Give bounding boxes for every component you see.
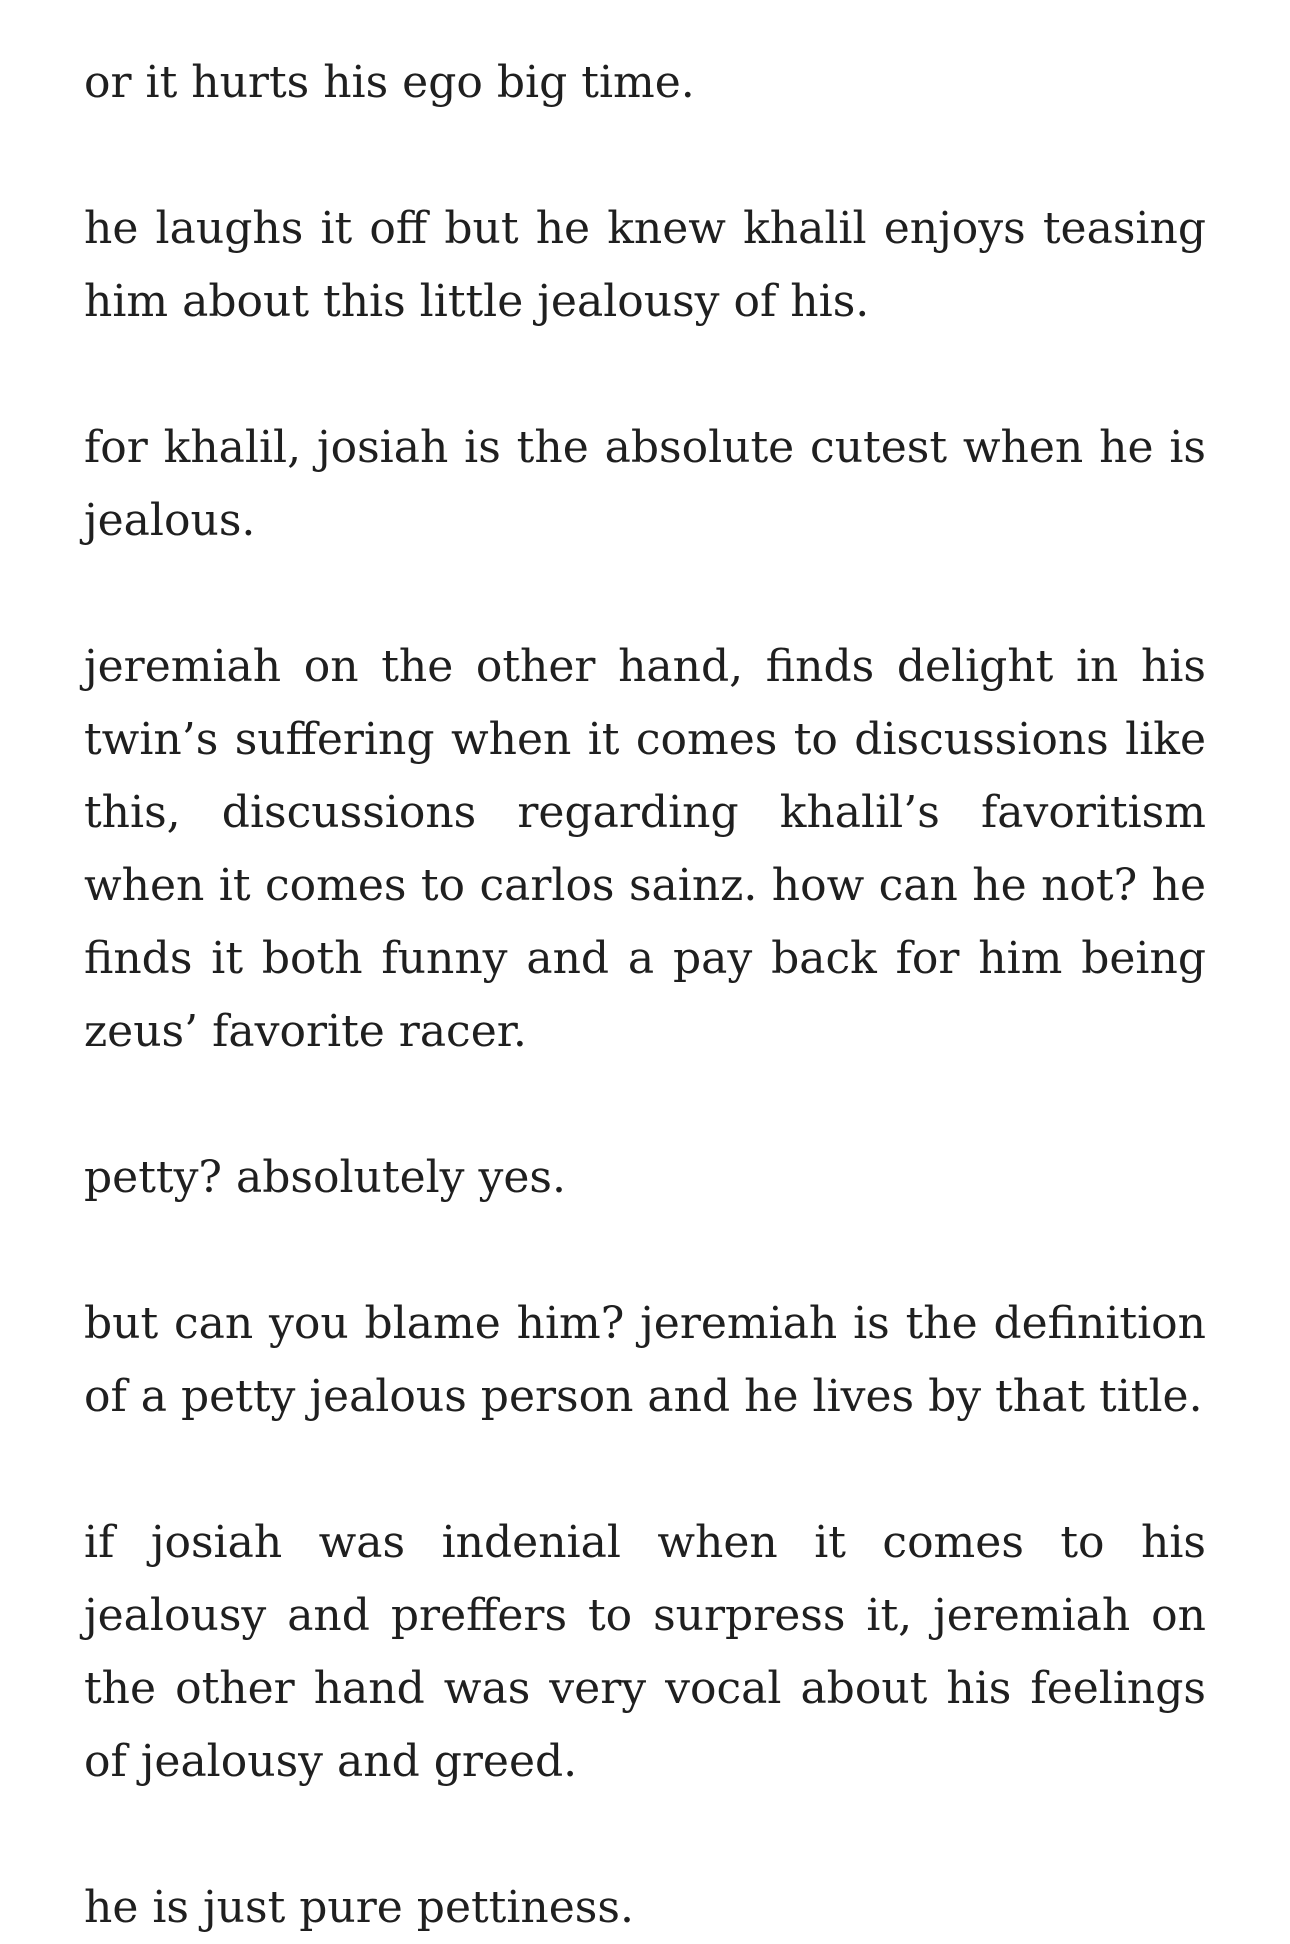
story-paragraph-4: jeremiah on the other hand, finds delight in his twin’s suffering when it comes to discussions like this, discussions regarding khalil’s favoritism when it comes to carlos sainz. how can he not? he finds it both funny and a pay back for him being zeus’ favorite racer. [84, 641, 1206, 1057]
story-paragraph-5: petty? absolutely yes. [84, 1152, 566, 1203]
story-paragraph-8: he is just pure pettiness. [84, 1882, 634, 1933]
story-text-body [84, 46, 1206, 1944]
story-paragraph-3: for khalil, josiah is the absolute cutest when he is jealous. [84, 422, 1206, 546]
story-paragraph-2: he laughs it off but he knew khalil enjoys teasing him about this little jealousy of his. [84, 203, 1206, 327]
story-paragraph-1: or it hurts his ego big time. [84, 57, 695, 108]
story-paragraph-7: if josiah was indenial when it comes to his jealousy and preffers to surpress it, jeremiah on the other hand was very vocal about his feelings of jealousy and greed. [84, 1517, 1206, 1787]
story-paragraph-6: but can you blame him? jeremiah is the definition of a petty jealous person and he lives by that title. [84, 1298, 1206, 1422]
